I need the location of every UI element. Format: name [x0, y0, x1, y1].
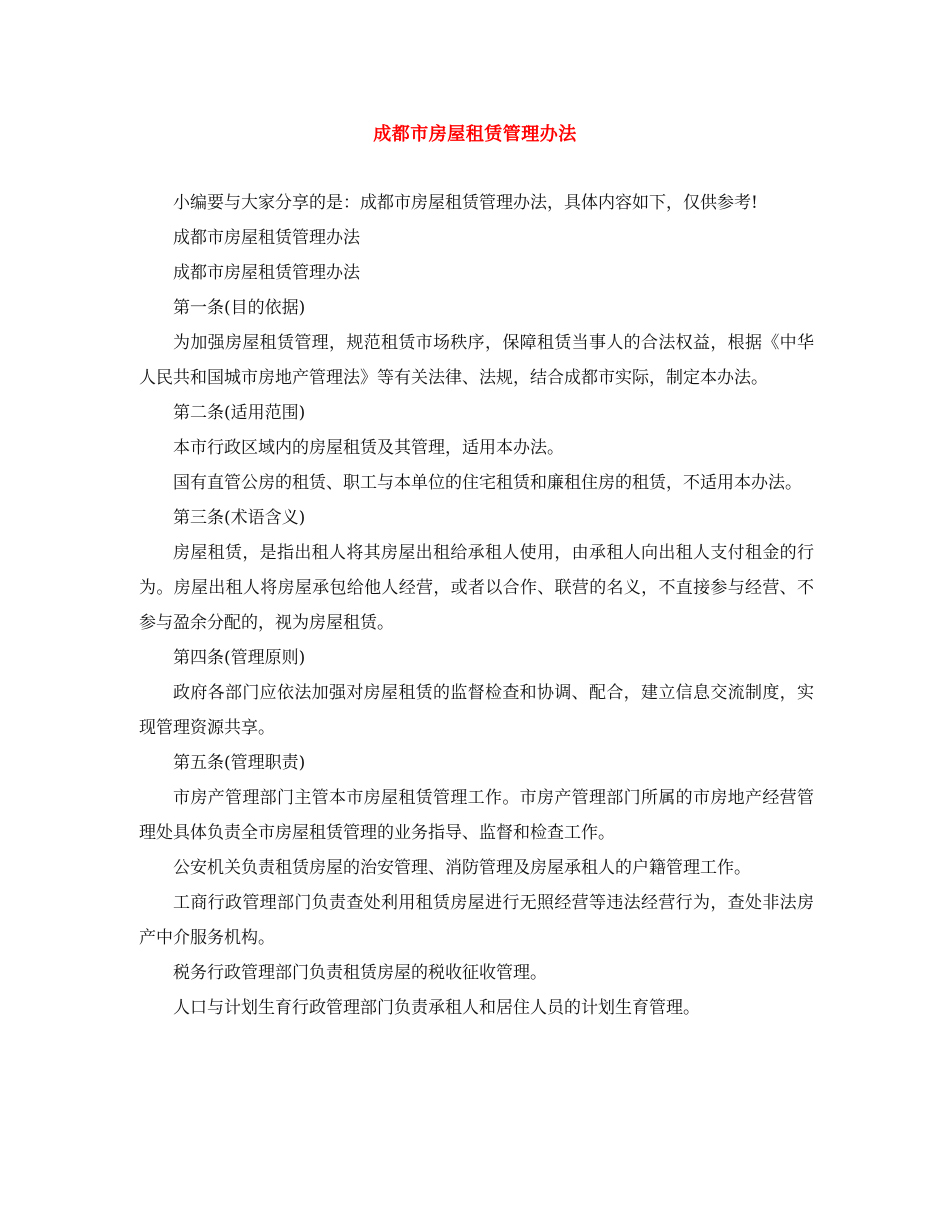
- article-paragraph: 房屋租赁，是指出租人将其房屋出租给承租人使用，由承租人向出租人支付租金的行为。房屋出租人将房屋承包给他人经营，或者以合作、联营的名义，不直接参与经营、不参与盈余分配的，视为房屋租赁。: [139, 543, 814, 633]
- article-paragraph: 本市行政区域内的房屋租赁及其管理，适用本办法。: [173, 438, 564, 458]
- subtitle-line: 成都市房屋租赁管理办法: [173, 263, 360, 283]
- article-paragraph: 为加强房屋租赁管理，规范租赁市场秩序，保障租赁当事人的合法权益，根据《中华人民共和国城市房地产管理法》等有关法律、法规，结合成都市实际，制定本办法。: [139, 333, 814, 388]
- article-paragraph: 人口与计划生育行政管理部门负责承租人和居住人员的计划生育管理。: [173, 998, 700, 1018]
- article-paragraph: 公安机关负责租赁房屋的治安管理、消防管理及房屋承租人的户籍管理工作。: [173, 858, 751, 878]
- article-heading: 第一条(目的依据): [173, 298, 306, 318]
- intro-paragraph: 小编要与大家分享的是：成都市房屋租赁管理办法，具体内容如下，仅供参考!: [173, 193, 758, 213]
- document-body: [139, 186, 814, 1026]
- article-paragraph: 税务行政管理部门负责租赁房屋的税收征收管理。: [173, 963, 547, 983]
- article-paragraph: 市房产管理部门主管本市房屋租赁管理工作。市房产管理部门所属的市房地产经营管理处具体负责全市房屋租赁管理的业务指导、监督和检查工作。: [139, 788, 814, 843]
- subtitle-line: 成都市房屋租赁管理办法: [173, 228, 360, 248]
- article-heading: 第二条(适用范围): [173, 403, 306, 423]
- document-title: 成都市房屋租赁管理办法: [373, 124, 577, 145]
- article-paragraph: 国有直管公房的租赁、职工与本单位的住宅租赁和廉租住房的租赁，不适用本办法。: [173, 473, 802, 493]
- article-paragraph: 政府各部门应依法加强对房屋租赁的监督检查和协调、配合，建立信息交流制度，实现管理资源共享。: [139, 683, 814, 738]
- article-heading: 第四条(管理原则): [173, 648, 306, 668]
- article-heading: 第五条(管理职责): [173, 753, 306, 773]
- article-paragraph: 工商行政管理部门负责查处利用租赁房屋进行无照经营等违法经营行为，查处非法房产中介服务机构。: [139, 893, 814, 948]
- article-heading: 第三条(术语含义): [173, 508, 306, 528]
